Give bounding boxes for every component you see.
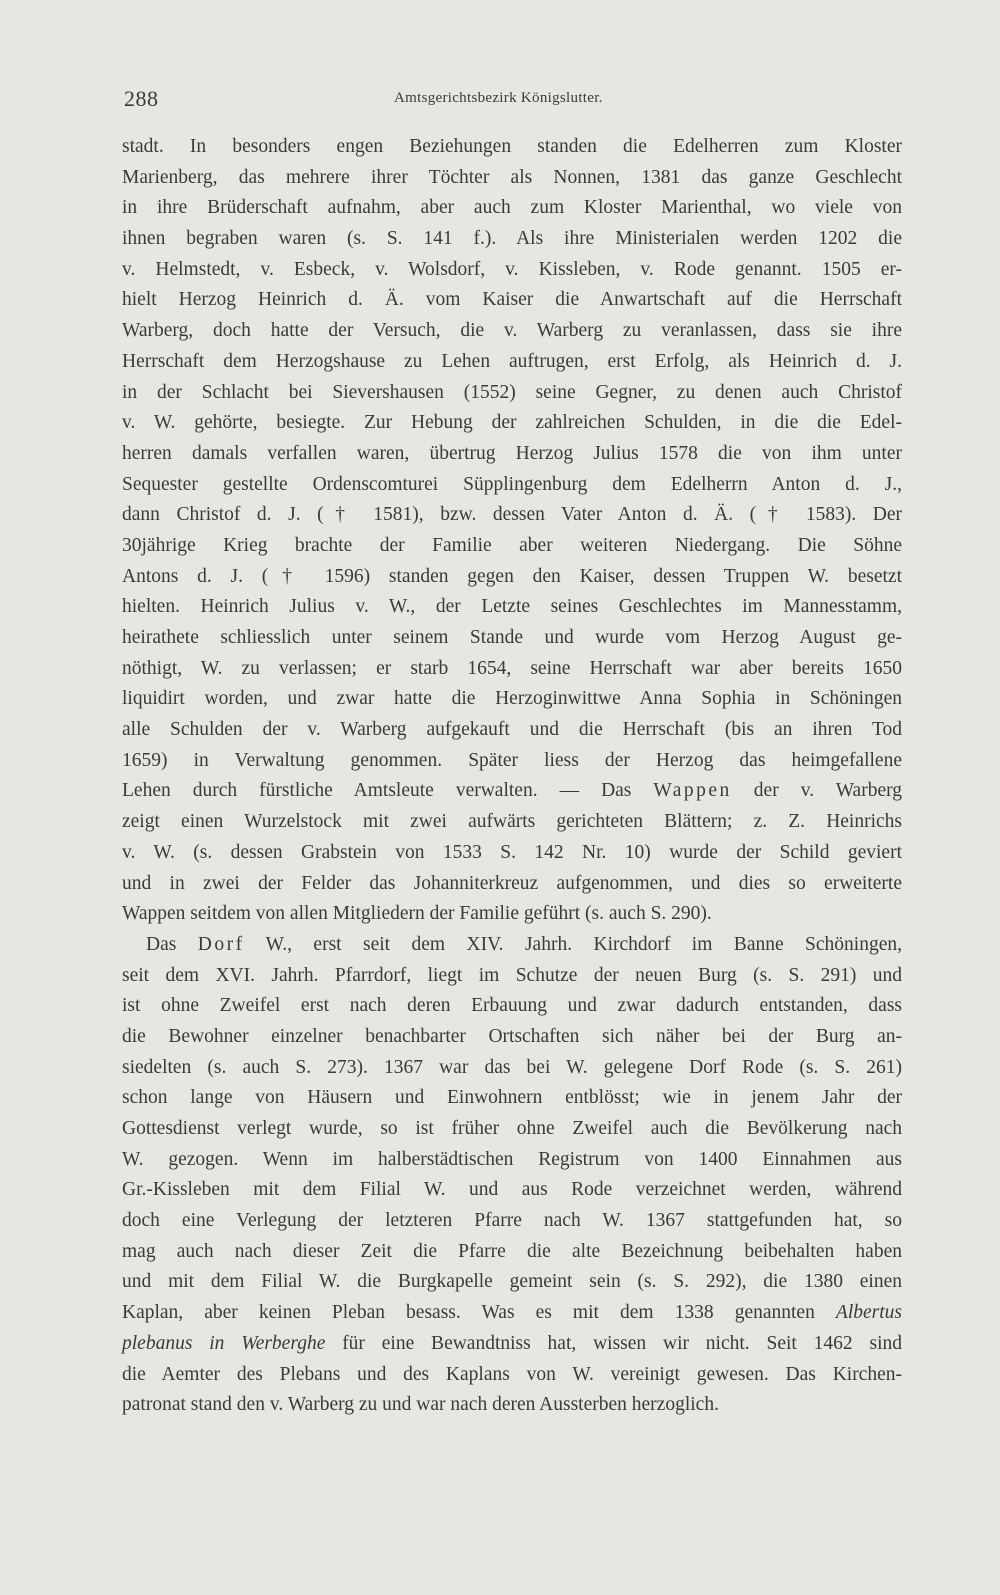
text-line: siedelten (s. auch S. 273). 1367 war das bei W. gelegene Dorf Rode (s. S. 261) — [122, 1056, 902, 1078]
text-segment: Kaplan, aber keinen Pleban besass. Was es mit dem 1338 genannten — [122, 1302, 836, 1324]
page-header — [124, 86, 892, 116]
text-line: die Bewohner einzelner benachbarter Ortschaften sich näher bei der Burg an- — [122, 1025, 902, 1047]
text-line: die Aemter des Plebans und des Kaplans von W. vereinigt gewesen. Das Kirchen- — [122, 1363, 902, 1385]
spaced-word-dorf: Dorf — [197, 933, 245, 955]
text-segment: für eine Bewandtniss hat, wissen wir nicht. Seit 1462 sind — [325, 1332, 902, 1354]
text-line: mag auch nach dieser Zeit die Pfarre die alte Bezeichnung beibehalten haben — [122, 1240, 902, 1262]
text-line: ist ohne Zweifel erst nach deren Erbauung und zwar dadurch entstanden, dass — [122, 995, 902, 1017]
text-line: alle Schulden der v. Warberg aufgekauft und die Herrschaft (bis an ihren Tod — [122, 719, 902, 741]
text-segment: Lehen durch fürstliche Amtsleute verwalten. — Das — [122, 780, 654, 802]
italic-plebanus: plebanus in Werberghe — [122, 1332, 326, 1354]
text-line: 1659) in Verwaltung genommen. Später liess der Herzog das heimgefallene — [122, 749, 902, 771]
paragraph-first-line — [122, 930, 902, 961]
text-line: dann Christof d. J. († 1581), bzw. dessen Vater Anton d. Ä. († 1583). Der — [122, 504, 902, 526]
text-segment: der v. Warberg — [731, 780, 902, 802]
text-line: hielten. Heinrich Julius v. W., der Letzte seines Geschlechtes im Mannesstamm, — [122, 596, 902, 618]
text-line: und in zwei der Felder das Johanniterkreuz aufgenommen, und dies so erweiterte — [122, 872, 902, 894]
text-line: ihnen begraben waren (s. S. 141 f.). Als ihre Ministerialen werden 1202 die — [122, 228, 902, 250]
paragraph-last-line: patronat stand den v. Warberg zu und war nach deren Aussterben herzoglich. — [122, 1394, 719, 1416]
text-line: Herrschaft dem Herzogshause zu Lehen auftrugen, erst Erfolg, als Heinrich d. J. — [122, 350, 902, 372]
text-segment: W., erst seit dem XIV. Jahrh. Kirchdorf im Banne Schöningen, — [244, 933, 902, 955]
text-line-with-italic — [122, 1329, 902, 1360]
text-line-with-spaced-word — [122, 776, 902, 807]
page-number: 288 — [124, 86, 159, 111]
running-head: Amtsgerichtsbezirk Königslutter. — [394, 90, 603, 106]
text-line: v. Helmstedt, v. Esbeck, v. Wolsdorf, v. Kissleben, v. Rode genannt. 1505 er- — [122, 258, 902, 280]
text-line: heirathete schliesslich unter seinem Stande und wurde vom Herzog August ge- — [122, 627, 902, 648]
text-line: zeigt einen Wurzelstock mit zwei aufwärts gerichteten Blättern; z. Z. Heinrichs — [122, 811, 902, 833]
text-line: nöthigt, W. zu verlassen; er starb 1654, seine Herrschaft war aber bereits 1650 — [122, 657, 902, 679]
text-line: herren damals verfallen waren, übertrug Herzog Julius 1578 die von ihm unter — [122, 442, 902, 464]
text-line: in der Schlacht bei Sievershausen (1552) seine Gegner, zu denen auch Christof — [122, 381, 902, 403]
text-line: Antons d. J. († 1596) standen gegen den Kaiser, dessen Truppen W. besetzt — [122, 565, 902, 587]
text-line: W. gezogen. Wenn im halberstädtischen Registrum von 1400 Einnahmen aus — [122, 1148, 902, 1170]
spaced-word-wappen: Wappen — [653, 780, 732, 802]
text-line: und mit dem Filial W. die Burgkapelle gemeint sein (s. S. 292), die 1380 einen — [122, 1271, 902, 1293]
text-line: 30jährige Krieg brachte der Familie aber weiteren Niedergang. Die Söhne — [122, 534, 902, 556]
text-line: v. W. (s. dessen Grabstein von 1533 S. 142 Nr. 10) wurde der Schild geviert — [122, 841, 902, 863]
text-line: Marienberg, das mehrere ihrer Töchter als Nonnen, 1381 das ganze Geschlecht — [122, 166, 902, 188]
text-line: liquidirt worden, und zwar hatte die Herzoginwittwe Anna Sophia in Schöningen — [122, 688, 902, 710]
text-line-with-italic — [122, 1298, 902, 1329]
text-line: doch eine Verlegung der letzteren Pfarre nach W. 1367 stattgefunden hat, so — [122, 1210, 902, 1232]
text-line: v. W. gehörte, besiegte. Zur Hebung der zahlreichen Schulden, in die die Edel- — [122, 412, 902, 434]
text-segment: Das — [146, 933, 198, 955]
body-text — [122, 132, 902, 1421]
text-line: seit dem XVI. Jahrh. Pfarrdorf, liegt im Schutze der neuen Burg (s. S. 291) und — [122, 964, 902, 986]
text-line: Warberg, doch hatte der Versuch, die v. Warberg zu veranlassen, dass sie ihre — [122, 320, 902, 342]
text-line: Sequester gestellte Ordenscomturei Süpplingenburg dem Edelherrn Anton d. J., — [122, 473, 902, 495]
text-line: schon lange von Häusern und Einwohnern entblösst; wie in jenem Jahr der — [122, 1087, 902, 1109]
italic-albertus: Albertus — [835, 1302, 902, 1324]
paragraph-last-line: Wappen seitdem von allen Mitgliedern der Familie geführt (s. auch S. 290). — [122, 903, 712, 925]
text-line: Gottesdienst verlegt wurde, so ist früher ohne Zweifel auch die Bevölkerung nach — [122, 1118, 902, 1139]
text-line: hielt Herzog Heinrich d. Ä. vom Kaiser die Anwartschaft auf die Herrschaft — [122, 289, 902, 311]
text-line: stadt. In besonders engen Beziehungen standen die Edelherren zum Kloster — [122, 136, 902, 157]
text-line: in ihre Brüderschaft aufnahm, aber auch zum Kloster Marienthal, wo viele von — [122, 197, 902, 219]
text-line: Gr.-Kissleben mit dem Filial W. und aus Rode verzeichnet werden, während — [122, 1179, 902, 1201]
